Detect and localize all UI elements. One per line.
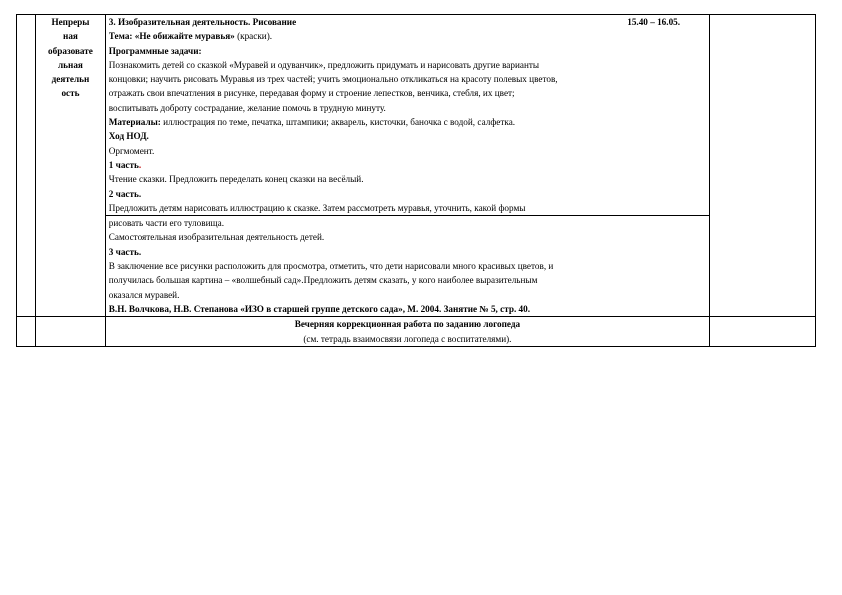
evening-note: (см. тетрадь взаимосвязи логопеда с воспитателями). — [303, 333, 512, 344]
part3-line: оказался муравей. — [108, 289, 180, 300]
theme-note: (краски). — [237, 31, 273, 42]
evening-row — [17, 317, 816, 347]
activity-title: 3. Изобразительная деятельность. Рисование — [108, 17, 297, 27]
source-reference: В.Н. Волчкова, Н.В. Степанова «ИЗО в старшей группе детского сада», М. 2004. Занятие № 5, стр. 40. — [108, 303, 531, 314]
evening-title: Вечерняя коррекционная работа по заданию логопеда — [294, 319, 521, 330]
part1-dot: . — [138, 159, 142, 170]
part2-line: рисовать части его туловища. — [108, 218, 224, 229]
activity-content-cell — [105, 15, 709, 216]
tasks-line: концовки; научить рисовать Муравья из трех частей; учить эмоционально откликаться на красоту полевых цветов, — [108, 74, 558, 85]
empty-cell-left — [17, 15, 36, 317]
part2-label: 2 часть. — [108, 188, 142, 199]
activity-time: 15.40 – 16.05. — [627, 17, 681, 27]
activity-header — [109, 15, 706, 29]
activity-row-top — [17, 15, 816, 216]
activity-continuation-cell — [105, 216, 709, 317]
tasks-line: отражать свои впечатления в рисунке, передавая форму и строение лепестков, венчика, стебля, их цвет; — [108, 88, 515, 99]
side-label-line: Непреры — [51, 17, 90, 27]
independent-work: Самостоятельная изобразительная деятельность детей. — [108, 232, 325, 243]
tasks-line: воспитывать доброту сострадание, желание помочь в трудную минуту. — [108, 102, 386, 113]
side-label-cell — [36, 15, 106, 317]
activity-row-bottom — [17, 216, 816, 317]
side-label-line: льная — [58, 59, 83, 70]
part2-line: Предложить детям нарисовать иллюстрацию к сказке. Затем рассмотреть муравья, уточнить, какой формы — [108, 202, 526, 213]
part1-label: 1 часть — [108, 159, 139, 170]
side-label-line: образовате — [48, 45, 93, 56]
empty-cell-left — [17, 317, 36, 347]
side-label-line: ная — [63, 31, 78, 42]
course-heading: Ход НОД. — [108, 131, 149, 142]
empty-cell-right — [710, 317, 816, 347]
materials-label: Материалы: — [108, 117, 161, 128]
tasks-line: Познакомить детей со сказкой «Муравей и одуванчик», предложить придумать и нарисовать другие варианты — [108, 59, 540, 70]
tasks-heading: Программные задачи: — [108, 45, 202, 56]
materials-line — [109, 115, 706, 129]
lesson-plan-table — [16, 14, 816, 347]
evening-cell — [105, 317, 709, 347]
part3-line: В заключение все рисунки расположить для просмотра, отметить, что дети нарисовали много красивых цветов, и — [108, 261, 554, 272]
theme-title: «Не обижайте муравья» — [134, 31, 235, 42]
empty-cell-label — [36, 317, 106, 347]
theme-line — [109, 29, 706, 43]
theme-label: Тема: — [108, 31, 133, 42]
part3-line: получилась большая картина – «волшебный сад».Предложить детям сказать, у кого наиболее выразительным — [108, 275, 538, 286]
part3-label: 3 часть. — [108, 246, 142, 257]
side-label-line: ость — [61, 88, 80, 99]
part1-heading — [109, 158, 706, 172]
empty-cell-right — [710, 15, 816, 317]
side-label-line: деятельн — [51, 74, 90, 85]
part1-text: Чтение сказки. Предложить переделать конец сказки на весёлый. — [108, 174, 364, 185]
materials-text: иллюстрация по теме, печатка, штампики; акварель, кисточки, баночка с водой, салфетка. — [163, 117, 516, 128]
org-moment: Оргмомент. — [108, 145, 155, 156]
